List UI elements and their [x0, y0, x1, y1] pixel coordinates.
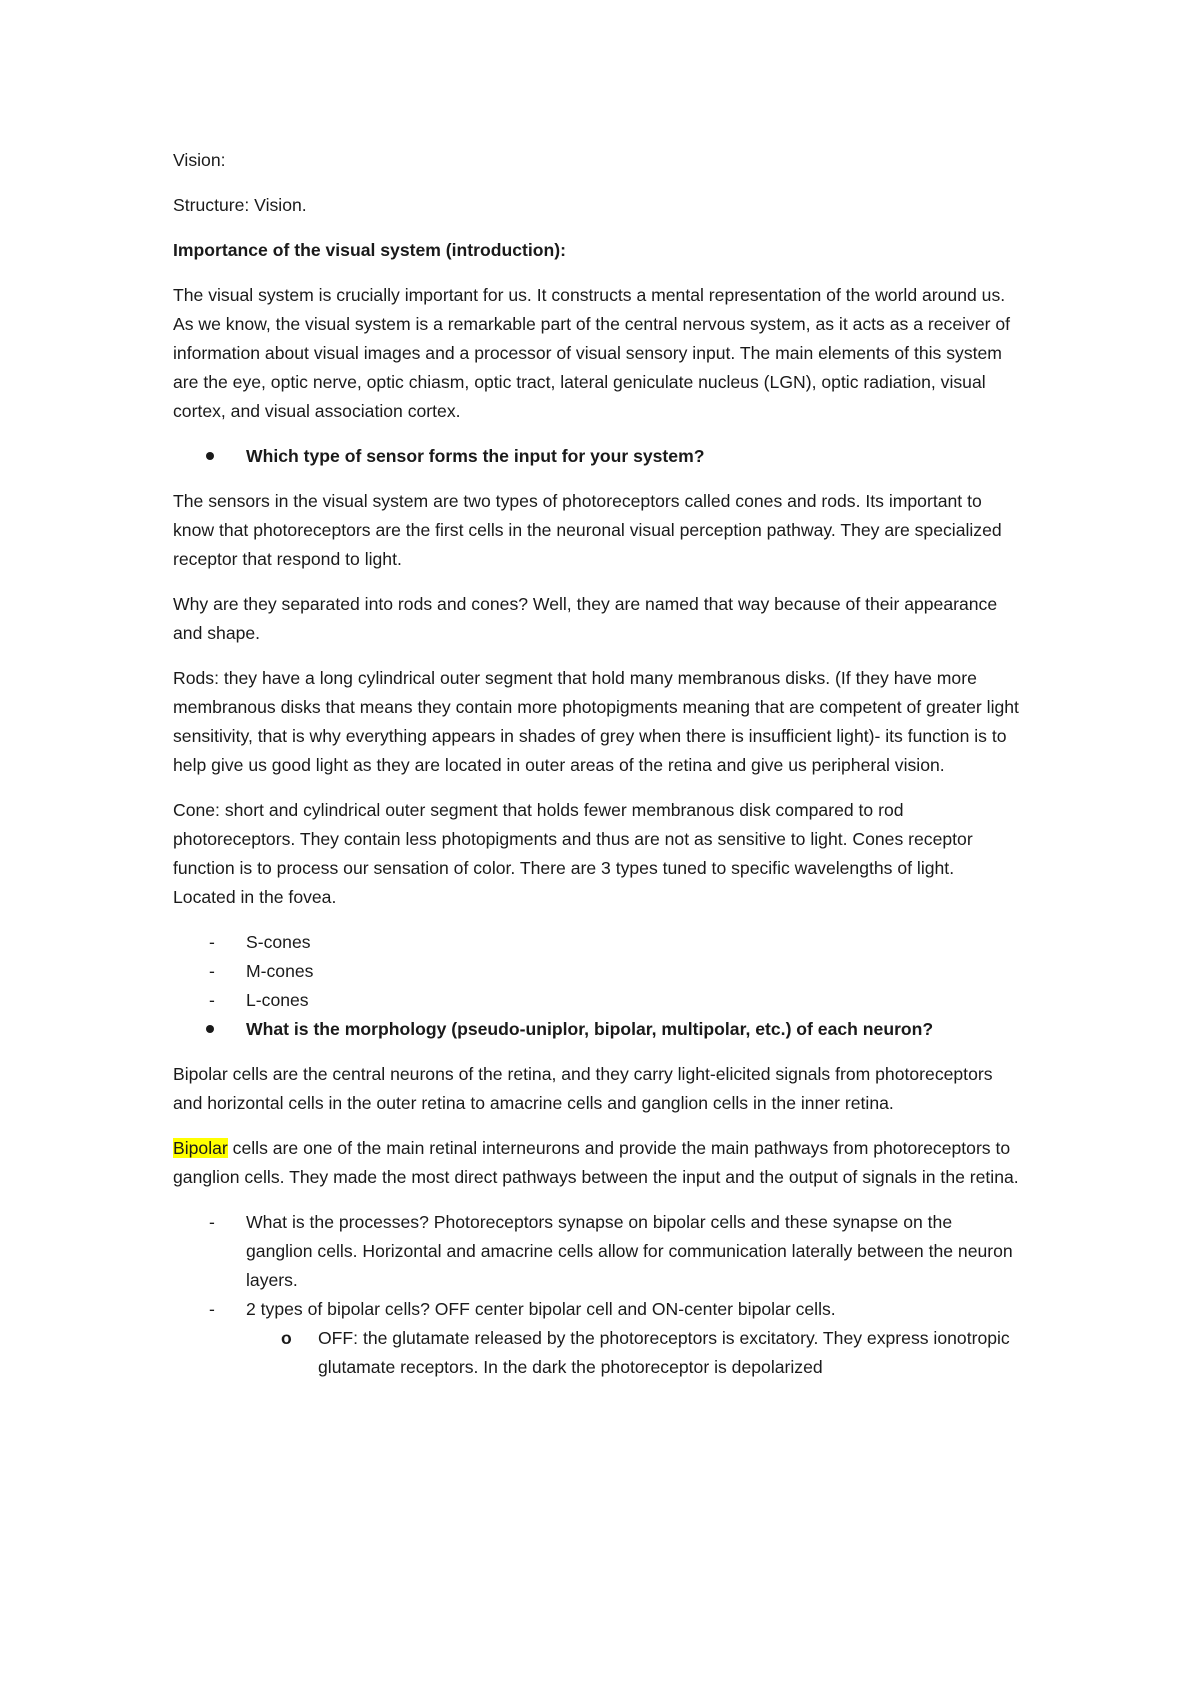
- bullet-icon: [206, 452, 214, 460]
- rods-paragraph: Rods: they have a long cylindrical outer segment that hold many membranous disks. (If they have more membranous disks that means they contain more photopigments meaning that are competent of greater light sensitivity, that is why everything appears in shades of grey when there is insufficient light)- its function is to help give us good light as they are located in outer areas of the retina and give us peripheral vision.: [173, 668, 1019, 775]
- bullet-icon: [206, 1025, 214, 1033]
- sub-list-item: [173, 1324, 1020, 1382]
- list-item-text: S-cones: [246, 932, 311, 952]
- list-item-text: What is the processes? Photoreceptors synapse on bipolar cells and these synapse on the ganglion cells. Horizontal and amacrine cells allow for communication laterally between the neuron layers.: [246, 1212, 1013, 1290]
- list-item: [173, 957, 1020, 986]
- question-morphology: [173, 1015, 1020, 1044]
- sensors-paragraph: The sensors in the visual system are two types of photoreceptors called cones and rods. Its important to know that photoreceptors are the first cells in the neuronal visual perception pathway. They are specialized receptor that respond to light.: [173, 491, 1002, 569]
- intro-paragraph: The visual system is crucially important for us. It constructs a mental representation of the world around us. As we know, the visual system is a remarkable part of the central nervous system, as it acts as a receiver of information about visual images and a processor of visual sensory input. The main elements of this system are the eye, optic nerve, optic chiasm, optic tract, lateral geniculate nucleus (LGN), optic radiation, visual cortex, and visual association cortex.: [173, 285, 1011, 421]
- highlighted-word: Bipolar: [173, 1138, 228, 1158]
- list-item: [173, 1295, 1020, 1324]
- dash-mark: -: [209, 1299, 215, 1319]
- bipolar-paragraph-2: [173, 1134, 1020, 1192]
- doc-title: Vision:: [173, 150, 226, 170]
- doc-structure: Structure: Vision.: [173, 195, 307, 215]
- question-sensor-text: Which type of sensor forms the input for your system?: [246, 446, 705, 466]
- list-item-text: L-cones: [246, 990, 309, 1010]
- dash-mark: -: [209, 1212, 215, 1232]
- dash-mark: -: [209, 961, 215, 981]
- bipolar-paragraph-2-rest: cells are one of the main retinal interneurons and provide the main pathways from photoreceptors to ganglion cells. They made the most direct pathways between the input and the output of signals in the retina.: [173, 1138, 1019, 1187]
- list-item: [173, 986, 1020, 1015]
- dash-mark: -: [209, 990, 215, 1010]
- list-item-text: M-cones: [246, 961, 314, 981]
- heading-importance: Importance of the visual system (introduction):: [173, 240, 566, 260]
- bipolar-paragraph-1: Bipolar cells are the central neurons of the retina, and they carry light-elicited signals from photoreceptors and horizontal cells in the outer retina to amacrine cells and ganglion cells in the inner retina.: [173, 1064, 993, 1113]
- list-item: [173, 1208, 1020, 1295]
- cone-types-list: [173, 928, 1020, 1015]
- list-item-text: 2 types of bipolar cells? OFF center bipolar cell and ON-center bipolar cells.: [246, 1299, 836, 1319]
- why-paragraph: Why are they separated into rods and cones? Well, they are named that way because of their appearance and shape.: [173, 594, 998, 643]
- list-item: [173, 928, 1020, 957]
- cone-paragraph: Cone: short and cylindrical outer segment that holds fewer membranous disk compared to rod photoreceptors. They contain less photopigments and thus are not as sensitive to light. Cones receptor function is to process our sensation of color. There are 3 types tuned to specific wavelengths of light. Located in the fovea.: [173, 800, 973, 907]
- sub-list-item-text: OFF: the glutamate released by the photoreceptors is excitatory. They express ionotropic glutamate receptors. In the dark the photoreceptor is depolarized: [318, 1328, 1010, 1377]
- dash-mark: -: [209, 932, 215, 952]
- sub-bullet-mark: o: [281, 1328, 292, 1348]
- question-sensor: [173, 442, 1020, 471]
- bipolar-details-list: [173, 1208, 1020, 1382]
- question-morphology-text: What is the morphology (pseudo-uniplor, bipolar, multipolar, etc.) of each neuron?: [246, 1019, 934, 1039]
